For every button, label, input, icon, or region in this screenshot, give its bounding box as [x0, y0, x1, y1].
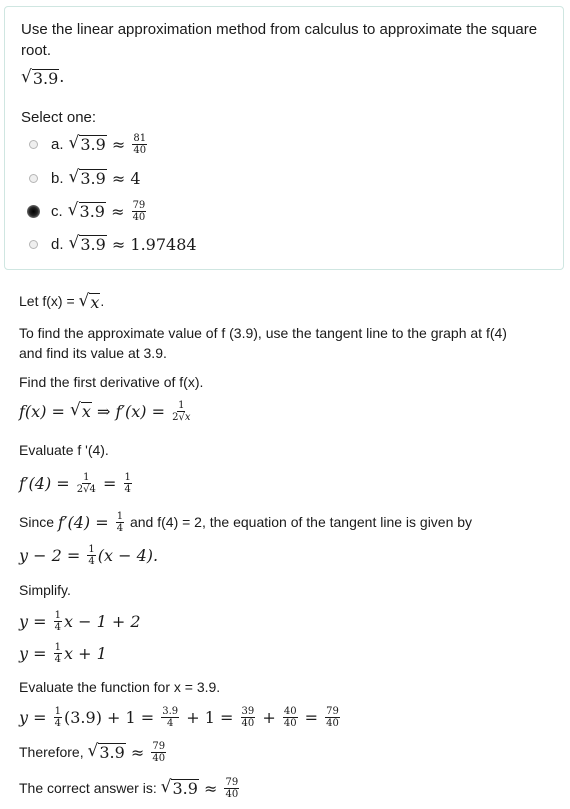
option-c[interactable]: c. √ 3.9 ≈ $\frac{79}{40}$: [29, 198, 148, 224]
derivative-equation: f(x) = √ x ⇒ f′(x) = $\frac{1}{2√x}$: [19, 400, 191, 423]
simplify-step-2: y = $\frac{1}{4}$ x + 1: [19, 642, 107, 665]
option-a[interactable]: a. √ 3.9 ≈ $\frac{81}{40}$: [29, 131, 149, 157]
option-d-radio[interactable]: [29, 240, 38, 249]
question-text: Use the linear approximation method from calculus to approximate the square root.: [21, 21, 538, 59]
question-card: [4, 6, 564, 270]
simplify-step-1: y = $\frac{1}{4}$ x − 1 + 2: [19, 610, 141, 633]
evaluate-function-text: Evaluate the function for x = 3.9.: [19, 679, 221, 695]
option-d[interactable]: d. √ 3.9 ≈ 1.97484: [29, 231, 197, 257]
find-derivative-text: Find the first derivative of f(x).: [19, 374, 204, 390]
evaluate-text: Evaluate f '(4).: [19, 442, 109, 458]
option-a-fraction: $\frac{81}{40}$: [133, 132, 147, 156]
correct-answer-line: The correct answer is: √ 3.9 ≈ $\frac{79}{40}$: [19, 777, 239, 800]
option-a-radio[interactable]: [29, 140, 38, 149]
question-radical: √ 3.9 .: [21, 67, 65, 88]
explanation-line-2: and find its value at 3.9.: [19, 345, 167, 361]
option-b[interactable]: b. √ 3.9 ≈ 4: [29, 165, 141, 191]
evaluate-function-equation: y = $\frac{1}{4}$ (3.9) + 1 = $\frac{3.9}{4}$ + 1 = $\frac{39}{40}$ + $\frac{40}{40}$ = $\frac{79}{40}$: [19, 706, 339, 729]
since-line: Since f′(4) = $\frac{1}{4}$ and f(4) = 2, the equation of the tangent line is given by: [19, 511, 473, 534]
select-one-label: Select one:: [21, 109, 97, 126]
explanation-line-1: To find the approximate value of f (3.9), use the tangent line to the graph at f(4): [19, 325, 507, 341]
option-c-fraction: $\frac{79}{40}$: [132, 199, 146, 223]
let-line: Let f(x) = √ x .: [19, 291, 105, 312]
option-b-radio[interactable]: [29, 174, 38, 183]
simplify-text: Simplify.: [19, 582, 71, 598]
tangent-equation: y − 2 = $\frac{1}{4}$ (x − 4).: [19, 544, 159, 567]
option-c-radio-selected[interactable]: [27, 205, 40, 218]
therefore-line: Therefore, √ 3.9 ≈ $\frac{79}{40}$: [19, 741, 166, 764]
evaluate-equation: f′(4) = $\frac{1}{2√4}$ = $\frac{1}{4}$: [19, 472, 131, 495]
